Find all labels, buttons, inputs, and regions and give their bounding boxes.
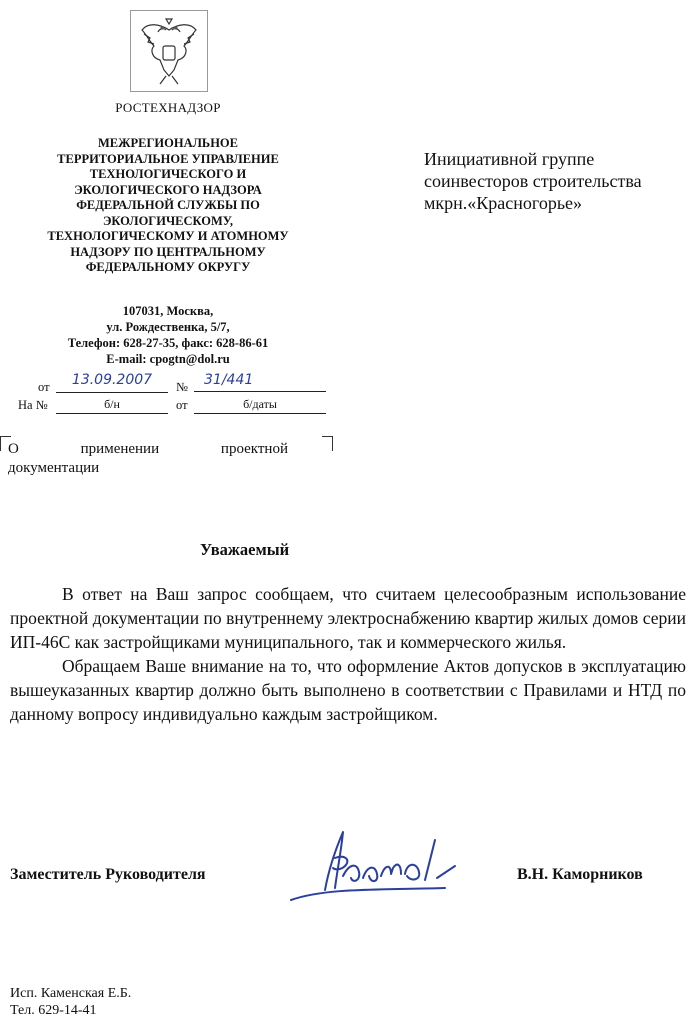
in-reply-number: б/н — [56, 397, 168, 414]
address-line: ул. Рождественка, 5/7, — [106, 320, 230, 334]
executor-name: Исп. Каменская Е.Б. — [10, 986, 132, 1001]
organization-address — [0, 303, 336, 367]
organization-name — [0, 136, 336, 276]
in-reply-date: б/даты — [194, 397, 326, 414]
executor-phone: Тел. 629-14-41 — [10, 1003, 97, 1018]
in-reply-from-label: от — [176, 398, 188, 412]
signatory-name: В.Н. Каморников — [517, 866, 643, 883]
subject-bracket-right — [322, 436, 333, 451]
address-line: 107031, Москва, — [122, 304, 214, 318]
recipient-line: соинвесторов строительства — [424, 171, 642, 191]
registration-date: 13.09.2007 — [56, 372, 168, 393]
number-label: № — [176, 380, 188, 394]
subject — [8, 440, 288, 478]
executor-block — [10, 985, 131, 1019]
registration-number: 31/441 — [194, 372, 326, 392]
org-line: ФЕДЕРАЛЬНОМУ ОКРУГУ — [85, 260, 251, 274]
org-line: ТЕРРИТОРИАЛЬНОЕ УПРАВЛЕНИЕ — [57, 151, 279, 166]
subject-line-2: документации — [8, 460, 100, 476]
org-line: НАДЗОРУ ПО ЦЕНТРАЛЬНОМУ — [70, 244, 266, 259]
address-line: Телефон: 628-27-35, факс: 628-86-61 — [67, 336, 269, 350]
agency-short-name: РОСТЕХНАДЗОР — [115, 100, 221, 115]
in-reply-label: На № — [18, 398, 48, 412]
paragraph: Обращаем Ваше внимание на то, что оформление Актов допусков в эксплуатацию вышеуказанных квартир должно быть выполнено в соответствии с Правилами и НТД по данному вопросу индивидуально каждым застройщиком. — [10, 656, 686, 724]
recipient-block — [424, 148, 684, 214]
address-line: E-mail: cpogtn@dol.ru — [106, 352, 230, 366]
subject-word: О — [8, 441, 19, 457]
org-line: ТЕХНОЛОГИЧЕСКОМУ И АТОМНОМУ — [47, 229, 289, 243]
date-label: от — [38, 380, 50, 394]
paragraph: В ответ на Ваш запрос сообщаем, что считаем целесообразным использование проектной документации по внутреннему электроснабжению квартир жилых домов серии ИП-46С как застройщиками муниципального, так и коммерческого жилья. — [10, 584, 686, 652]
greeting: Уважаемый — [200, 540, 290, 559]
subject-word: применении — [80, 441, 160, 457]
org-line: ЭКОЛОГИЧЕСКОМУ, — [102, 213, 234, 228]
letter-body — [10, 582, 686, 726]
coat-of-arms-icon — [130, 10, 208, 92]
signatory-title: Заместитель Руководителя — [10, 866, 206, 883]
handwritten-signature-icon — [285, 818, 495, 908]
org-line: ФЕДЕРАЛЬНОЙ СЛУЖБЫ ПО — [76, 198, 260, 212]
subject-word: проектной — [220, 441, 288, 457]
recipient-line: Инициативной группе — [424, 149, 595, 169]
recipient-line: мкрн.«Красногорье» — [424, 193, 583, 213]
org-line: ТЕХНОЛОГИЧЕСКОГО И — [89, 167, 247, 181]
org-line: МЕЖРЕГИОНАЛЬНОЕ — [98, 136, 238, 150]
org-line: ЭКОЛОГИЧЕСКОГО НАДЗОРА — [74, 182, 262, 197]
